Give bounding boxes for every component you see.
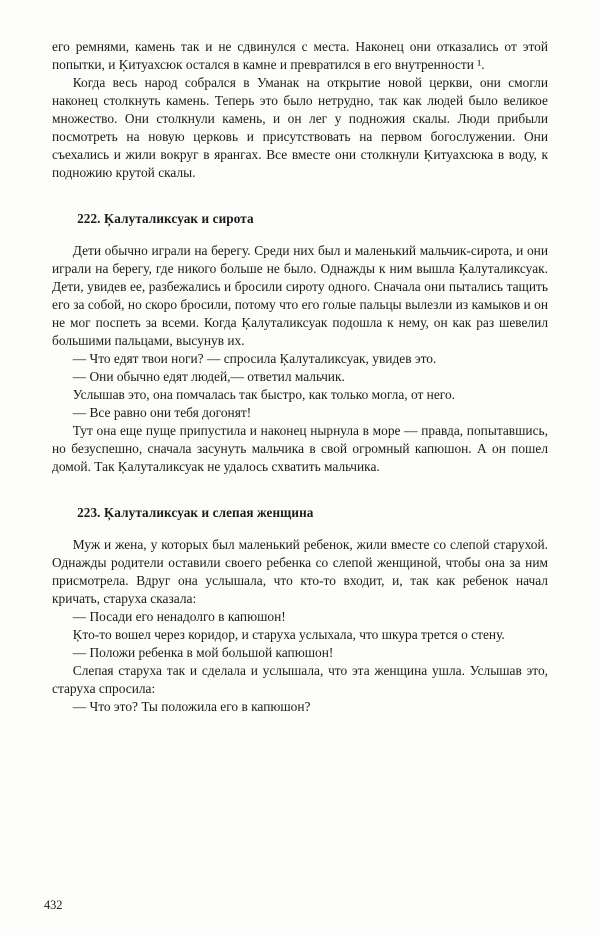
spacer <box>52 228 548 242</box>
opening-paragraphs <box>52 38 548 182</box>
section-222-body <box>52 242 548 476</box>
paragraph: его ремнями, камень так и не сдвинулся с места. Наконец они отказались от этой попытки, и Ķитуахсюк остался в камне и превратился в его внутренности ¹. <box>52 39 548 73</box>
spacer <box>52 476 548 504</box>
page-number: 432 <box>44 898 63 912</box>
section-heading-223: 223. Ķалуталиксуак и слепая женщина <box>77 505 314 521</box>
section-223-body <box>52 536 548 716</box>
page-body <box>52 38 548 716</box>
paragraph: — Все равно они тебя догонят! <box>72 405 252 421</box>
paragraph: — Они обычно едят людей,— ответил мальчик. <box>72 369 345 385</box>
paragraph: Ķто-то вошел через коридор, и старуха услыхала, что шкура трется о стену. <box>72 627 505 643</box>
spacer <box>52 182 548 210</box>
paragraph: — Положи ребенка в мой большой капюшон! <box>72 645 334 661</box>
paragraph: Дети обычно играли на берегу. Среди них был и маленький мальчик-сирота, и они играли на берегу, где никого больше не было. Однажды к ним вышла Ķалуталиксуак. Дети, увидев ее, разбежались и бросили сироту одного. Сначала они пытались тащить его за собой, но скоро бросили, потому что его голые пальцы вылезли из камыков и он не мог поспеть за всеми. Когда Ķалуталиксуак подошла к нему, он как раз шевелил большими пальцами, высунув их. <box>52 243 548 349</box>
paragraph: Тут она еще пуще припустила и наконец нырнула в море — правда, попытавшись, но безуспешно, сначала засунуть мальчика в свой огромный капюшон. А он пошел домой. Так Ķалуталиксуак не удалось схватить мальчика. <box>52 423 548 475</box>
paragraph: Муж и жена, у которых был маленький ребенок, жили вместе со слепой старухой. Однажды родители оставили своего ребенка со слепой женщиной, чтобы она за ним присмотрела. Вдруг она услышала, что кто-то входит, и, так как ребенок начал кричать, старуха сказала: <box>52 537 548 607</box>
paragraph: — Что едят твои ноги? — спросила Ķалуталиксуак, увидев это. <box>72 351 437 367</box>
paragraph: — Что это? Ты положила его в капюшон? <box>72 699 311 715</box>
paragraph: Когда весь народ собрался в Уманак на открытие новой церкви, они смогли наконец столкнуть камень. Теперь это было нетрудно, так как людей было великое множество. Они столкнули камень, и он лег у подножия скалы. Люди прибыли посмотреть на новую церковь и присутствовать на первом богослужении. Они съехались и жили вокруг в ярангах. Все вместе они столкнули Ķитуахсюка в воду, к подножию крутой скалы. <box>52 75 548 181</box>
paragraph: — Посади его ненадолго в капюшон! <box>72 609 286 625</box>
spacer <box>52 522 548 536</box>
paragraph: Слепая старуха так и сделала и услышала, что эта женщина ушла. Услышав это, старуха спросила: <box>52 663 548 697</box>
paragraph: Услышав это, она помчалась так быстро, как только могла, от него. <box>72 387 455 403</box>
section-heading-222: 222. Ķалуталиксуак и сирота <box>77 211 254 227</box>
